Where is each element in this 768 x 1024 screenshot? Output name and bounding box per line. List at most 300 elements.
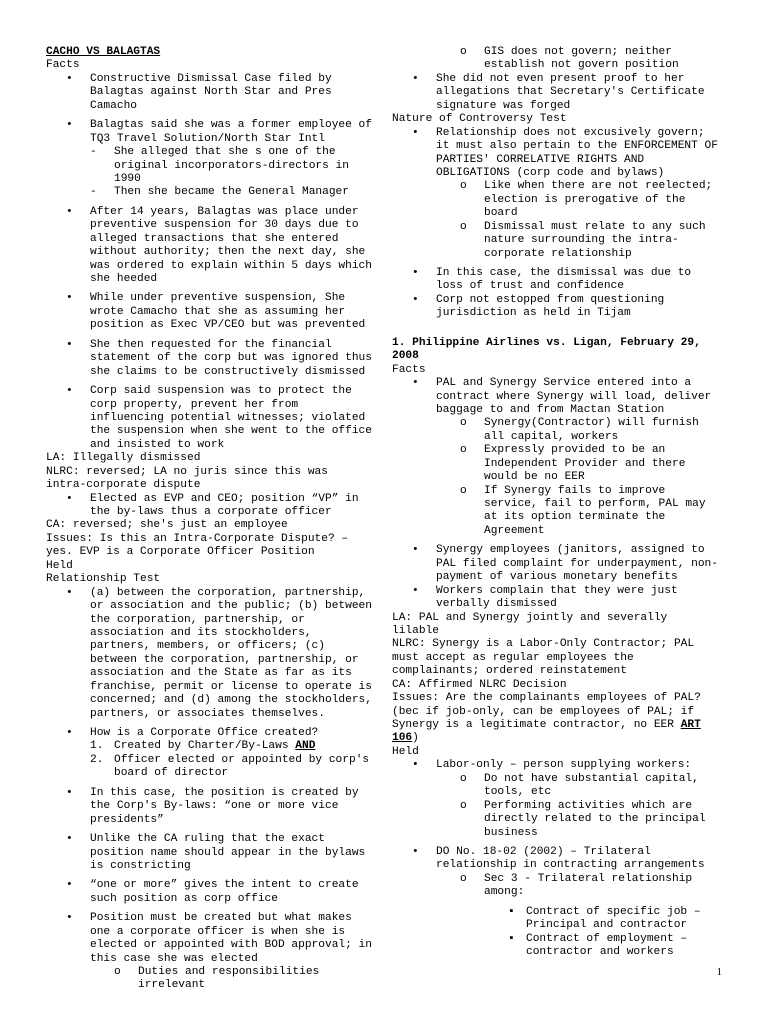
line-text: 1990 bbox=[114, 172, 141, 185]
text-line bbox=[392, 485, 730, 498]
text-line bbox=[46, 493, 382, 506]
line-text: influencing potential witnesses; violated bbox=[90, 411, 366, 424]
list-marker: - bbox=[90, 186, 97, 199]
line-text: Synergy(Contractor) will furnish bbox=[484, 417, 699, 430]
text-line bbox=[46, 425, 382, 438]
line-text: board bbox=[484, 207, 518, 220]
text-line bbox=[392, 471, 730, 484]
line-text: partners, members, or officers; (c) bbox=[90, 640, 325, 653]
line-text: the corporation, partnership, or bbox=[90, 613, 305, 626]
page-number: 1 bbox=[716, 966, 722, 978]
text-line bbox=[392, 759, 730, 772]
line-text: PARTIES' CORRELATIVE RIGHTS AND bbox=[436, 153, 645, 166]
text-line bbox=[46, 366, 382, 379]
line-text: Independent Provider and there bbox=[484, 457, 686, 470]
line-text: (bec if job-only, can be employees of PAL; if bbox=[392, 705, 695, 718]
text-line bbox=[46, 627, 382, 640]
line-text: Relationship does not excusively govern; bbox=[436, 126, 705, 139]
list-marker: • bbox=[412, 293, 419, 306]
text-line bbox=[46, 59, 382, 72]
line-text: lilable bbox=[392, 624, 439, 637]
text-line bbox=[46, 352, 382, 365]
text-line bbox=[392, 127, 730, 140]
text-line bbox=[46, 466, 382, 479]
line-text: contractor and workers bbox=[526, 946, 674, 958]
line-text: association and its stockholders, bbox=[90, 626, 312, 639]
line-text: relationship in contracting arrangements bbox=[436, 859, 705, 872]
text-line bbox=[392, 511, 730, 524]
line-text: Held bbox=[46, 559, 73, 572]
list-marker: • bbox=[66, 385, 73, 398]
text-line bbox=[46, 654, 382, 667]
list-marker: • bbox=[412, 377, 419, 390]
line-text: Nature of Controversy Test bbox=[392, 113, 567, 126]
list-marker: ▪ bbox=[508, 932, 515, 945]
line-text: Agreement bbox=[484, 524, 545, 537]
text-line bbox=[392, 612, 730, 625]
text-line bbox=[392, 800, 730, 813]
line-text: intra-corporate dispute bbox=[46, 479, 201, 492]
text-line bbox=[392, 585, 730, 598]
text-line bbox=[46, 912, 382, 925]
line-text: the Corp's By-laws: “one or more vice bbox=[90, 800, 339, 813]
list-marker: o bbox=[460, 799, 467, 812]
text-line bbox=[46, 73, 382, 86]
line-text: at its option terminate the bbox=[484, 511, 666, 524]
line-text: tools, etc bbox=[484, 786, 552, 799]
text-line bbox=[46, 339, 382, 352]
line-text: Do not have substantial capital, bbox=[484, 772, 699, 785]
text-line bbox=[392, 248, 730, 261]
line-text: association and the State as far as its bbox=[90, 667, 352, 680]
line-text: Then she became the General Manager bbox=[114, 186, 349, 199]
left-column bbox=[46, 46, 382, 993]
line-text: NLRC: Synergy is a Labor-Only Contractor; PAL bbox=[392, 638, 695, 651]
text-line bbox=[46, 412, 382, 425]
text-line bbox=[46, 519, 382, 532]
text-line bbox=[46, 319, 382, 332]
text-line bbox=[392, 786, 730, 799]
list-marker: 1. bbox=[90, 740, 104, 753]
text-line bbox=[46, 847, 382, 860]
text-line bbox=[46, 160, 382, 173]
line-text: Camacho bbox=[90, 99, 137, 112]
text-line bbox=[392, 350, 730, 363]
text-line bbox=[46, 292, 382, 305]
text-line bbox=[392, 558, 730, 571]
text-line bbox=[46, 233, 382, 246]
text-line bbox=[46, 479, 382, 492]
text-line bbox=[392, 73, 730, 86]
text-line bbox=[392, 719, 730, 732]
line-text: she claims to be constructively dismissed bbox=[90, 365, 366, 378]
text-line bbox=[392, 59, 730, 72]
line-text: Dismissal must relate to any such bbox=[484, 220, 706, 233]
text-line bbox=[392, 886, 730, 899]
list-marker: • bbox=[412, 845, 419, 858]
line-text: OBLIGATIONS (corp code and bylaws) bbox=[436, 166, 665, 179]
text-line bbox=[46, 186, 382, 199]
list-marker: • bbox=[66, 586, 73, 599]
text-line bbox=[392, 364, 730, 377]
text-line bbox=[46, 173, 382, 186]
line-text: is constricting bbox=[90, 859, 191, 872]
line-text: statement of the corp but was ignored thus bbox=[90, 352, 372, 365]
text-line bbox=[46, 667, 382, 680]
text-line bbox=[392, 498, 730, 511]
list-marker: o bbox=[460, 772, 467, 785]
line-text: Contract of specific job – bbox=[526, 905, 701, 918]
text-line bbox=[392, 404, 730, 417]
text-line bbox=[392, 267, 730, 280]
text-line bbox=[392, 692, 730, 705]
line-text: directly related to the principal bbox=[484, 813, 706, 826]
text-line bbox=[392, 280, 730, 293]
emphasis-text: AND bbox=[295, 740, 316, 753]
line-text: jurisdiction as held in Tijam bbox=[436, 307, 631, 320]
list-marker: • bbox=[412, 72, 419, 85]
text-line bbox=[392, 194, 730, 207]
list-marker: • bbox=[412, 267, 419, 279]
line-text: Facts bbox=[46, 59, 80, 72]
line-text: complainants; ordered reinstatement bbox=[392, 665, 627, 678]
line-text: service, fail to perform, PAL may bbox=[484, 498, 706, 510]
line-text: Labor-only – person supplying workers: bbox=[436, 759, 692, 772]
line-text-tail: ) bbox=[412, 732, 419, 745]
line-text: irrelevant bbox=[138, 979, 206, 992]
line-text: In this case, the position is created by bbox=[90, 786, 359, 799]
list-marker: • bbox=[66, 727, 73, 739]
line-text: among: bbox=[484, 886, 525, 899]
text-line bbox=[392, 638, 730, 651]
text-line bbox=[46, 219, 382, 232]
line-text: Elected as EVP and CEO; position “VP” in bbox=[90, 492, 359, 505]
text-line bbox=[46, 399, 382, 412]
text-line bbox=[46, 133, 382, 146]
text-line bbox=[46, 452, 382, 465]
text-line bbox=[46, 506, 382, 519]
text-line bbox=[392, 180, 730, 193]
line-text: “one or more” gives the intent to create bbox=[90, 879, 359, 892]
list-marker: • bbox=[66, 292, 73, 305]
list-marker: o bbox=[460, 444, 467, 457]
line-text: CACHO VS BALAGTAS bbox=[46, 46, 161, 58]
list-marker: o bbox=[114, 966, 121, 978]
line-text: 2008 bbox=[392, 350, 419, 363]
text-line bbox=[392, 167, 730, 180]
line-text: CA: Affirmed NLRC Decision bbox=[392, 678, 567, 691]
line-text: presidents” bbox=[90, 813, 164, 826]
line-text: LA: PAL and Synergy jointly and severally bbox=[392, 611, 668, 624]
line-text: partners, or associates themselves. bbox=[90, 707, 325, 720]
line-text: Synergy is a legitimate contractor, no EER bbox=[392, 719, 681, 731]
line-text: board of director bbox=[114, 767, 229, 780]
line-text: Position must be created but what makes bbox=[90, 912, 352, 925]
line-text: alleged transactions that she entered bbox=[90, 232, 339, 245]
text-line bbox=[392, 706, 730, 719]
text-line bbox=[46, 893, 382, 906]
text-line bbox=[46, 146, 382, 159]
text-line bbox=[46, 533, 382, 546]
list-marker: • bbox=[412, 759, 419, 772]
text-line bbox=[392, 113, 730, 126]
text-line bbox=[392, 377, 730, 390]
text-line bbox=[392, 544, 730, 557]
text-line bbox=[392, 221, 730, 234]
text-line bbox=[392, 337, 730, 350]
line-text: Principal and contractor bbox=[526, 919, 688, 932]
line-text: DO No. 18-02 (2002) – Trilateral bbox=[436, 845, 651, 858]
text-line bbox=[46, 573, 382, 586]
text-line bbox=[46, 787, 382, 800]
text-line bbox=[46, 246, 382, 259]
line-text: She alleged that she s one of the bbox=[114, 146, 336, 159]
line-text: between the corporation, partnership, or bbox=[90, 653, 359, 666]
list-marker: • bbox=[66, 72, 73, 85]
text-line bbox=[392, 813, 730, 826]
text-line bbox=[46, 587, 382, 600]
line-text: Corp said suspension was to protect the bbox=[90, 385, 352, 398]
line-text: Created by Charter/By-Laws bbox=[114, 740, 296, 753]
text-line bbox=[46, 833, 382, 846]
list-marker: o bbox=[460, 180, 467, 193]
text-line bbox=[392, 525, 730, 538]
line-text: allegations that Secretary's Certificate bbox=[436, 86, 705, 99]
line-text: Sec 3 - Trilateral relationship bbox=[484, 872, 693, 885]
line-text: yes. EVP is a Corporate Officer Position bbox=[46, 546, 315, 559]
line-text: nature surrounding the intra- bbox=[484, 234, 679, 247]
line-text: loss of trust and confidence bbox=[436, 280, 624, 293]
line-text: this case she was elected bbox=[90, 952, 258, 965]
text-line bbox=[46, 708, 382, 721]
line-text: CA: reversed; she's just an employee bbox=[46, 519, 288, 532]
text-line bbox=[46, 694, 382, 707]
text-line bbox=[392, 933, 730, 946]
text-line bbox=[392, 46, 730, 59]
line-text: She then requested for the financial bbox=[90, 338, 332, 351]
line-text: GIS does not govern; neither bbox=[484, 46, 672, 58]
line-text: Held bbox=[392, 745, 419, 758]
line-text: PAL filed complaint for underpayment, non- bbox=[436, 557, 718, 570]
text-line bbox=[46, 206, 382, 219]
line-text: Relationship Test bbox=[46, 573, 161, 586]
text-line bbox=[392, 86, 730, 99]
line-text: or association and the public; (b) between bbox=[90, 600, 372, 613]
text-line bbox=[46, 306, 382, 319]
line-text: position as Exec VP/CEO but was prevented bbox=[90, 319, 366, 332]
list-marker: • bbox=[66, 786, 73, 799]
line-text: would be no EER bbox=[484, 471, 585, 484]
text-line bbox=[46, 879, 382, 892]
line-text: She did not even present proof to her bbox=[436, 72, 685, 85]
line-text: wrote Camacho that she as assuming her bbox=[90, 305, 346, 318]
text-line bbox=[46, 681, 382, 694]
text-line bbox=[46, 800, 382, 813]
text-line bbox=[392, 873, 730, 886]
text-line bbox=[392, 919, 730, 932]
text-line bbox=[392, 906, 730, 919]
line-text: LA: Illegally dismissed bbox=[46, 452, 201, 465]
line-text: Facts bbox=[392, 363, 426, 376]
text-line bbox=[46, 754, 382, 767]
line-text: Constructive Dismissal Case filed by bbox=[90, 72, 332, 85]
text-line bbox=[46, 260, 382, 273]
text-line bbox=[392, 827, 730, 840]
text-line bbox=[46, 614, 382, 627]
line-text: concerned; and (d) among the stockholders, bbox=[90, 694, 372, 707]
text-line bbox=[46, 740, 382, 753]
line-text: without authority; then the next day, she bbox=[90, 246, 366, 259]
text-line bbox=[46, 939, 382, 952]
line-text: 1. Philippine Airlines vs. Ligan, February 29, bbox=[392, 336, 701, 349]
line-text: NLRC: reversed; LA no juris since this was bbox=[46, 465, 328, 478]
line-text: Performing activities which are bbox=[484, 799, 693, 812]
text-line bbox=[46, 979, 382, 992]
text-line bbox=[46, 46, 382, 59]
line-text: Corp not estopped from questioning bbox=[436, 293, 665, 306]
text-line bbox=[392, 458, 730, 471]
text-line bbox=[46, 273, 382, 286]
line-text: baggage to and from Mactan Station bbox=[436, 403, 665, 416]
text-line bbox=[46, 546, 382, 559]
line-text: Unlike the CA ruling that the exact bbox=[90, 833, 325, 846]
line-text: Balagtas said she was a former employee of bbox=[90, 119, 372, 132]
line-text: Synergy employees (janitors, assigned to bbox=[436, 544, 705, 557]
line-text: the suspension when she went to the office bbox=[90, 425, 372, 438]
line-text: While under preventive suspension, She bbox=[90, 292, 346, 305]
emphasis-text: 106 bbox=[392, 732, 413, 745]
list-marker: • bbox=[66, 119, 73, 132]
line-text: If Synergy fails to improve bbox=[484, 484, 666, 497]
line-text: TQ3 Travel Solution/North Star Intl bbox=[90, 132, 325, 145]
text-line bbox=[46, 953, 382, 966]
list-marker: o bbox=[460, 46, 467, 58]
line-text: corporate relationship bbox=[484, 247, 632, 260]
list-marker: • bbox=[412, 584, 419, 597]
text-line bbox=[392, 859, 730, 872]
list-marker: • bbox=[66, 492, 73, 505]
text-line bbox=[392, 773, 730, 786]
line-text: Issues: Is this an Intra-Corporate Dispute? – bbox=[46, 532, 349, 545]
text-line bbox=[46, 600, 382, 613]
text-line bbox=[392, 391, 730, 404]
text-line bbox=[392, 207, 730, 220]
line-text: contract where Synergy will load, deliver bbox=[436, 390, 712, 403]
text-line bbox=[392, 100, 730, 113]
text-line bbox=[46, 86, 382, 99]
list-marker: - bbox=[90, 146, 97, 159]
text-line bbox=[392, 625, 730, 638]
line-text: business bbox=[484, 826, 538, 839]
text-line bbox=[46, 727, 382, 740]
line-text: must accept as regular employees the bbox=[392, 651, 634, 664]
text-line bbox=[46, 119, 382, 132]
line-text: PAL and Synergy Service entered into a bbox=[436, 377, 692, 390]
line-text: Duties and responsibilities bbox=[138, 966, 320, 978]
list-marker: ▪ bbox=[508, 905, 515, 918]
text-line bbox=[46, 767, 382, 780]
text-line bbox=[392, 679, 730, 692]
line-text: the by-laws thus a corporate officer bbox=[90, 506, 332, 518]
line-text: it must also pertain to the ENFORCEMENT OF bbox=[436, 140, 718, 153]
text-line bbox=[46, 926, 382, 939]
text-line bbox=[392, 140, 730, 153]
text-line bbox=[392, 846, 730, 859]
line-text: and insisted to work bbox=[90, 438, 225, 451]
text-line bbox=[392, 431, 730, 444]
line-text: elected or appointed with BOD approval; in bbox=[90, 939, 372, 952]
text-line bbox=[392, 154, 730, 167]
text-line bbox=[392, 598, 730, 611]
line-text: verbally dismissed bbox=[436, 598, 557, 611]
list-marker: • bbox=[66, 205, 73, 218]
text-line bbox=[46, 814, 382, 827]
list-marker: o bbox=[460, 484, 467, 497]
text-line bbox=[392, 417, 730, 430]
line-text: Balagtas against North Star and Pres bbox=[90, 86, 332, 99]
text-line bbox=[392, 444, 730, 457]
text-line bbox=[46, 560, 382, 573]
line-text: was ordered to explain within 5 days which bbox=[90, 259, 372, 272]
line-text: signature was forged bbox=[436, 99, 571, 112]
text-line bbox=[392, 307, 730, 320]
text-line bbox=[392, 294, 730, 307]
line-text: one a corporate officer is when she is bbox=[90, 925, 346, 938]
list-marker: o bbox=[460, 417, 467, 430]
right-column bbox=[392, 46, 730, 959]
line-text: payment of various monetary benefits bbox=[436, 571, 678, 584]
text-line bbox=[46, 439, 382, 452]
list-marker: o bbox=[460, 872, 467, 885]
line-text: After 14 years, Balagtas was place under bbox=[90, 205, 359, 218]
text-line bbox=[46, 966, 382, 979]
line-text: In this case, the dismissal was due to bbox=[436, 267, 692, 279]
line-text: (a) between the corporation, partnership, bbox=[90, 586, 366, 599]
line-text: she heeded bbox=[90, 273, 158, 285]
list-marker: • bbox=[66, 912, 73, 925]
line-text: Expressly provided to be an bbox=[484, 444, 666, 457]
line-text: Officer elected or appointed by corp's bbox=[114, 753, 370, 766]
line-text: Workers complain that they were just bbox=[436, 584, 678, 597]
text-line bbox=[46, 640, 382, 653]
text-line bbox=[46, 100, 382, 113]
text-line bbox=[392, 665, 730, 678]
line-text: franchise, permit or license to operate is bbox=[90, 680, 372, 693]
list-marker: • bbox=[66, 879, 73, 892]
line-text: How is a Corporate Office created? bbox=[90, 727, 319, 739]
text-line bbox=[392, 571, 730, 584]
list-marker: • bbox=[66, 833, 73, 846]
list-marker: • bbox=[412, 544, 419, 557]
line-text: Issues: Are the complainants employees of PAL? bbox=[392, 692, 701, 705]
text-line bbox=[392, 946, 730, 959]
line-text: election is prerogative of the bbox=[484, 193, 686, 206]
list-marker: 2. bbox=[90, 753, 104, 766]
line-text: such position as corp office bbox=[90, 892, 278, 905]
list-marker: o bbox=[460, 220, 467, 233]
emphasis-text: ART bbox=[680, 719, 701, 731]
list-marker: • bbox=[412, 126, 419, 139]
line-text: position name should appear in the bylaws bbox=[90, 846, 366, 859]
line-text: Like when there are not reelected; bbox=[484, 180, 713, 193]
line-text: corp property, prevent her from bbox=[90, 398, 299, 411]
text-line bbox=[392, 746, 730, 759]
text-line bbox=[46, 385, 382, 398]
line-text: preventive suspension for 30 days due to bbox=[90, 219, 359, 232]
text-line bbox=[392, 732, 730, 745]
line-text: establish not govern position bbox=[484, 59, 679, 72]
line-text: original incorporators-directors in bbox=[114, 159, 349, 172]
